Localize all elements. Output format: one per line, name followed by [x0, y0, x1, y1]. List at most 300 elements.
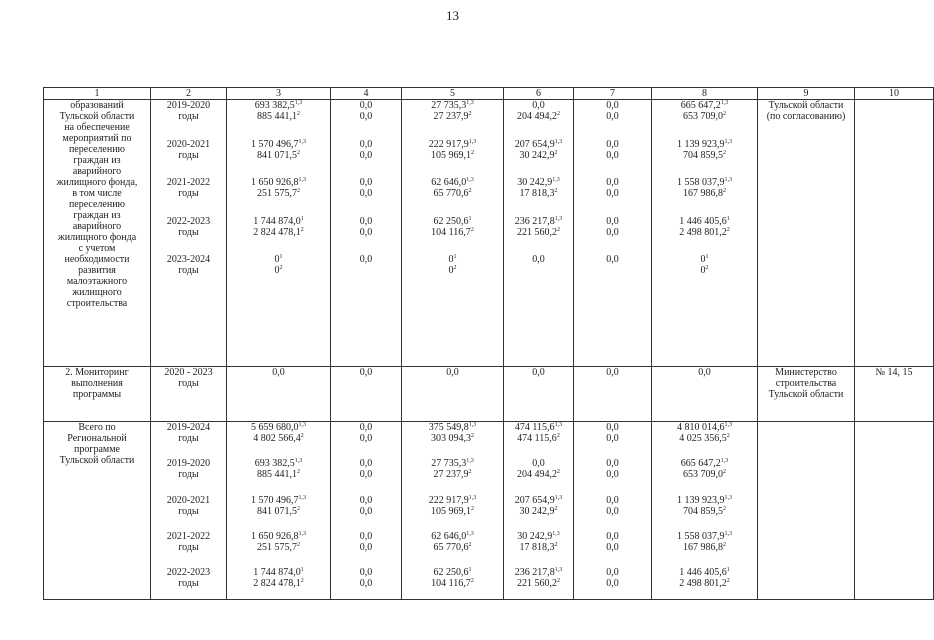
executor: [758, 100, 855, 367]
cell-value: 1 558 037,9: [677, 530, 725, 542]
cell-value: 0,0: [606, 578, 619, 590]
cell-line: [333, 495, 399, 506]
cell-line: [229, 111, 328, 122]
cell-line: [153, 139, 224, 150]
cell-line: [333, 433, 399, 444]
spacer: [654, 199, 755, 216]
spacer: [654, 122, 755, 139]
cell-line: [506, 542, 571, 553]
spacer: [333, 553, 399, 567]
cell-line: [333, 531, 399, 542]
name-line: [46, 433, 148, 444]
spacer: [506, 122, 571, 139]
cell-value: 105 969,1: [431, 149, 471, 161]
cell-value: 0,0: [359, 188, 373, 199]
footnote-mark: 2: [723, 541, 726, 548]
cell-line: [153, 188, 224, 199]
spacer: [229, 199, 328, 216]
cell-value: 1 446 405,6: [679, 215, 727, 227]
spacer: [654, 553, 755, 567]
cell-value: 62 646,0: [431, 530, 467, 542]
cell-line: [506, 506, 571, 517]
footnote-mark: 1,3: [298, 530, 306, 537]
cell-value: 0,0: [359, 469, 373, 481]
cell-line: [576, 177, 649, 188]
cell-value: 2020-2021: [166, 138, 211, 150]
cell-value: годы: [178, 378, 199, 389]
cell-line: [153, 111, 224, 122]
cell-line: [404, 422, 501, 433]
cell-value: 17 818,3: [519, 188, 555, 199]
cell-value: 2022-2023: [166, 215, 211, 227]
column-number: 10: [855, 88, 934, 100]
footnote-mark: 1,3: [466, 100, 474, 106]
cell-value: 0,0: [606, 469, 619, 481]
cell-line: [153, 177, 224, 188]
cell-line: [153, 542, 224, 553]
cell-line: [153, 100, 224, 111]
fund-column: [504, 422, 574, 600]
spacer: [153, 444, 224, 458]
spacer: [153, 517, 224, 531]
cell-value: 653 709,0: [683, 469, 723, 481]
footnote-mark: 1,3: [720, 458, 729, 465]
cell-value: жилищного: [72, 287, 122, 298]
spacer: [229, 122, 328, 139]
reference: [855, 367, 934, 422]
footnote-mark: 1,3: [554, 138, 563, 145]
cell-value: годы: [178, 111, 199, 122]
spacer: [576, 553, 649, 567]
spacer: [576, 161, 649, 178]
name-line: [46, 166, 148, 177]
cell-line: [506, 469, 571, 480]
footnote-mark: 1,3: [294, 100, 303, 106]
cell-line: [404, 227, 501, 238]
cell-line: [153, 531, 224, 542]
cell-value: 236 217,8: [514, 215, 555, 227]
cell-value: 4 025 356,5: [679, 433, 727, 444]
cell-value: жилищного фонда: [57, 232, 137, 243]
cell-value: на обеспечение: [64, 122, 130, 133]
cell-value: 2019-2020: [166, 100, 211, 111]
footnote-mark: 1,3: [724, 177, 732, 183]
spacer: [333, 238, 399, 255]
column-number: 9: [758, 88, 855, 100]
cell-line: [404, 578, 501, 589]
cell-line: [404, 469, 501, 480]
column-number: 6: [504, 88, 574, 100]
cell-value: 0,0: [359, 530, 373, 542]
footnote-mark: 1: [453, 254, 457, 260]
footnote-mark: 2: [557, 578, 560, 585]
cell-value: 1 744 874,0: [253, 567, 301, 579]
cell-value: 303 094,3: [431, 433, 471, 444]
spacer: [576, 480, 649, 494]
cell-line: [229, 422, 328, 433]
cell-line: [153, 506, 224, 517]
footnote-mark: 1,3: [298, 177, 306, 183]
cell-value: 0: [700, 265, 706, 276]
cell-line: [333, 150, 399, 161]
cell-line: [654, 506, 755, 517]
cell-line: [576, 433, 649, 444]
cell-line: [576, 458, 649, 469]
spacer: [333, 122, 399, 139]
cell-value: 1 139 923,9: [677, 494, 725, 506]
cell-value: 1 446 405,6: [679, 567, 727, 579]
cell-value: 2 824 478,1: [253, 578, 301, 590]
cell-line: [229, 433, 328, 444]
cell-value: 0,0: [606, 215, 619, 227]
name-line: [46, 133, 148, 144]
cell-line: [654, 254, 755, 265]
cell-line: [153, 254, 224, 265]
cell-line: [153, 458, 224, 469]
executor-line: [760, 111, 852, 122]
spacer: [404, 122, 501, 139]
name-line: [46, 243, 148, 254]
spacer: [404, 161, 501, 178]
cell-value: образований: [70, 100, 124, 111]
cell-line: [506, 150, 571, 161]
cell-value: (по согласованию): [766, 111, 846, 122]
extra-column: [652, 422, 758, 600]
cell-line: [229, 177, 328, 188]
spacer: [153, 122, 224, 139]
cell-line: [576, 542, 649, 553]
cell-line: [229, 567, 328, 578]
cell-value: 0,0: [606, 138, 619, 150]
cell-line: [404, 506, 501, 517]
cell-value: 0,0: [606, 188, 619, 199]
cell-line: [153, 578, 224, 589]
name-line: [46, 232, 148, 243]
cell-value: 0,0: [532, 100, 545, 111]
cell-value: развития: [78, 265, 116, 276]
regional-column: [402, 100, 504, 367]
cell-line: [229, 578, 328, 589]
cell-line: [333, 506, 399, 517]
spacer: [576, 238, 649, 255]
spacer: [153, 199, 224, 216]
cell-line: [333, 422, 399, 433]
footnote-mark: 2: [453, 265, 457, 271]
footnote-mark: 2: [723, 469, 726, 476]
cell-line: [506, 422, 571, 433]
cell-value: 0,0: [359, 505, 373, 517]
footnote-mark: 1: [705, 254, 709, 260]
cell-line: [229, 100, 328, 111]
cell-value: годы: [178, 265, 199, 276]
cell-line: [229, 531, 328, 542]
cell-value: 27 237,9: [433, 111, 469, 122]
cell-value: 236 217,8: [514, 567, 555, 579]
spacer: [404, 553, 501, 567]
cell-line: [654, 265, 755, 276]
cell-line: [229, 254, 328, 265]
column-number: 4: [331, 88, 402, 100]
cell-value: 0,0: [359, 100, 373, 111]
cell-value: 207 654,9: [514, 138, 555, 150]
cell-line: [654, 567, 755, 578]
footnote-mark: 2: [554, 505, 558, 512]
reference: [855, 422, 934, 600]
cell-value: 2 824 478,1: [253, 226, 301, 238]
cell-value: 30 242,9: [517, 177, 553, 188]
cell-line: [506, 433, 571, 444]
cell-line: [333, 139, 399, 150]
cell-value: 1 650 926,8: [251, 177, 299, 188]
footnote-mark: 1: [300, 567, 304, 574]
spacer: [506, 553, 571, 567]
cell-line: [229, 469, 328, 480]
footnote-mark: 1,3: [466, 458, 474, 465]
cell-value: мероприятий по: [62, 133, 132, 144]
cell-value: годы: [178, 541, 199, 553]
footnote-mark: 2: [471, 149, 474, 156]
cell-line: [654, 578, 755, 589]
cell-value: 4 810 014,6: [677, 422, 725, 433]
footnote-mark: 2: [468, 541, 472, 548]
cell-line: [153, 150, 224, 161]
name-line: [46, 389, 148, 400]
cell-value: 0,0: [606, 177, 619, 188]
cell-line: [404, 100, 501, 111]
cell-value: 693 382,5: [254, 100, 295, 111]
cell-value: с учетом: [78, 243, 116, 254]
activity-name: [44, 100, 151, 367]
cell-line: [506, 567, 571, 578]
spacer: [506, 161, 571, 178]
cell-line: [153, 227, 224, 238]
cell-value: малоэтажного: [66, 276, 128, 287]
cell-value: 2021-2022: [166, 177, 211, 188]
cell-line: [229, 265, 328, 276]
footnote-mark: 1,3: [552, 530, 560, 537]
cell-value: программы: [72, 389, 122, 400]
footnote-mark: 2: [554, 149, 558, 156]
executor: [758, 367, 855, 422]
section-row: [44, 100, 934, 367]
cell-value: 27 735,3: [431, 100, 467, 111]
cell-value: 0,0: [359, 226, 373, 238]
cell-value: 65 770,6: [433, 188, 469, 199]
cell-line: [576, 111, 649, 122]
executor-line: [760, 100, 852, 111]
cell-line: [506, 227, 571, 238]
cell-line: [333, 567, 399, 578]
footnote-mark: 1: [726, 215, 730, 222]
cell-value: 4 802 566,4: [253, 433, 301, 444]
cell-line: [654, 227, 755, 238]
cell-line: [654, 139, 755, 150]
value-column: [402, 367, 504, 422]
cell-value: 105 969,1: [431, 505, 471, 517]
activity-name: [44, 367, 151, 422]
name-line: [46, 221, 148, 232]
cell-value: 0,0: [606, 567, 619, 579]
footnote-mark: 2: [554, 541, 558, 548]
cell-value: 0,0: [446, 367, 459, 378]
cell-line: [229, 139, 328, 150]
cell-line: [404, 495, 501, 506]
cell-line: [654, 495, 755, 506]
section-row: [44, 367, 934, 422]
cell-value: 885 441,1: [257, 111, 297, 122]
spacer: [576, 199, 649, 216]
footnote-mark: 2: [726, 578, 730, 585]
footnote-mark: 2: [470, 226, 474, 233]
cell-value: 841 071,5: [257, 505, 297, 517]
spacer: [654, 517, 755, 531]
cell-line: [654, 177, 755, 188]
spacer: [153, 238, 224, 255]
page-number: 13: [446, 8, 459, 23]
name-line: [46, 455, 148, 466]
fund-column: [504, 100, 574, 367]
footnote-mark: 2: [723, 111, 726, 117]
spacer: [506, 480, 571, 494]
cell-value: 693 382,5: [254, 458, 295, 470]
cell-line: [333, 100, 399, 111]
cell-line: [404, 188, 501, 199]
cell-line: [333, 458, 399, 469]
footnote-mark: 1,3: [298, 138, 306, 145]
footnote-mark: 2: [297, 111, 300, 117]
cell-value: 0,0: [359, 458, 373, 470]
cell-line: [576, 506, 649, 517]
column-number: 5: [402, 88, 504, 100]
footnote-mark: 2: [300, 578, 304, 585]
footnote-mark: 2: [468, 111, 472, 117]
cell-value: годы: [178, 578, 199, 590]
cell-line: [506, 495, 571, 506]
header-row: [44, 88, 934, 100]
cell-value: переселению: [68, 144, 126, 155]
cell-line: [333, 216, 399, 227]
cell-value: 2022-2023: [166, 567, 211, 579]
footnote-mark: 2: [297, 188, 300, 194]
cell-value: 665 647,2: [680, 458, 721, 470]
spacer: [333, 480, 399, 494]
footnote-mark: 1: [726, 567, 730, 574]
spacer: [229, 553, 328, 567]
cell-value: 30 242,9: [519, 505, 555, 517]
cell-value: 222 917,9: [428, 138, 469, 150]
column-number: 1: [44, 88, 151, 100]
cell-value: выполнения: [71, 378, 123, 389]
value-column: [504, 367, 574, 422]
cell-line: [153, 367, 224, 378]
spacer: [153, 553, 224, 567]
cell-line: [404, 177, 501, 188]
cell-value: 251 575,7: [257, 541, 297, 553]
cell-value: 0,0: [606, 494, 619, 506]
name-line: [46, 254, 148, 265]
cell-value: 104 116,7: [431, 226, 471, 238]
cell-value: 0,0: [359, 138, 373, 150]
cell-value: 0,0: [359, 578, 373, 590]
cell-line: [654, 216, 755, 227]
name-line: [46, 378, 148, 389]
cell-line: [654, 100, 755, 111]
footnote-mark: 1,3: [554, 422, 563, 428]
cell-line: [576, 227, 649, 238]
footnote-mark: 1,3: [554, 567, 563, 574]
cell-line: [654, 542, 755, 553]
spacer: [506, 444, 571, 458]
cell-value: 1 744 874,0: [253, 215, 301, 227]
footnote-mark: 1,3: [552, 177, 560, 183]
budget-table: [43, 87, 934, 600]
spacer: [229, 238, 328, 255]
spacer: [404, 517, 501, 531]
cell-value: 474 115,6: [517, 433, 557, 444]
cell-line: [404, 139, 501, 150]
spacer: [333, 199, 399, 216]
executor-line: [760, 389, 852, 400]
cell-value: 0,0: [606, 226, 619, 238]
cell-line: [404, 531, 501, 542]
cell-line: [153, 433, 224, 444]
cell-value: годы: [178, 149, 199, 161]
footnote-mark: 1,3: [298, 494, 306, 501]
spacer: [333, 161, 399, 178]
cell-value: 375 549,8: [428, 422, 469, 433]
cell-value: Тульской области: [768, 100, 844, 111]
cell-value: 2020-2021: [166, 494, 211, 506]
spacer: [654, 480, 755, 494]
cell-line: [333, 265, 399, 276]
cell-value: переселению: [68, 199, 126, 210]
cell-line: [506, 367, 571, 378]
cell-line: [506, 265, 571, 276]
cell-line: [229, 150, 328, 161]
executor-line: [760, 367, 852, 378]
cell-value: годы: [178, 433, 199, 444]
column-number: 2: [151, 88, 227, 100]
extra-column: [652, 100, 758, 367]
cell-value: 653 709,0: [683, 111, 723, 122]
cell-value: 704 859,5: [683, 505, 723, 517]
activity-name: [44, 422, 151, 600]
cell-value: годы: [178, 188, 199, 199]
cell-value: 0: [448, 254, 454, 265]
spacer: [506, 517, 571, 531]
value-column: [574, 367, 652, 422]
cell-line: [229, 367, 328, 378]
cell-value: 885 441,1: [257, 469, 297, 481]
cell-value: 0: [274, 265, 280, 276]
spacer: [229, 480, 328, 494]
footnote-mark: 2: [554, 188, 558, 194]
cell-line: [333, 469, 399, 480]
cell-line: [404, 150, 501, 161]
reference-line: [857, 367, 931, 378]
cell-line: [229, 458, 328, 469]
cell-value: 207 654,9: [514, 494, 555, 506]
local-column: [574, 422, 652, 600]
cell-line: [506, 578, 571, 589]
cell-value: 27 735,3: [431, 458, 467, 470]
footnote-mark: 2: [471, 505, 474, 512]
spacer: [153, 480, 224, 494]
cell-line: [506, 111, 571, 122]
cell-value: аварийного: [72, 221, 122, 232]
cell-value: Тульской области: [59, 111, 135, 122]
spacer: [654, 161, 755, 178]
